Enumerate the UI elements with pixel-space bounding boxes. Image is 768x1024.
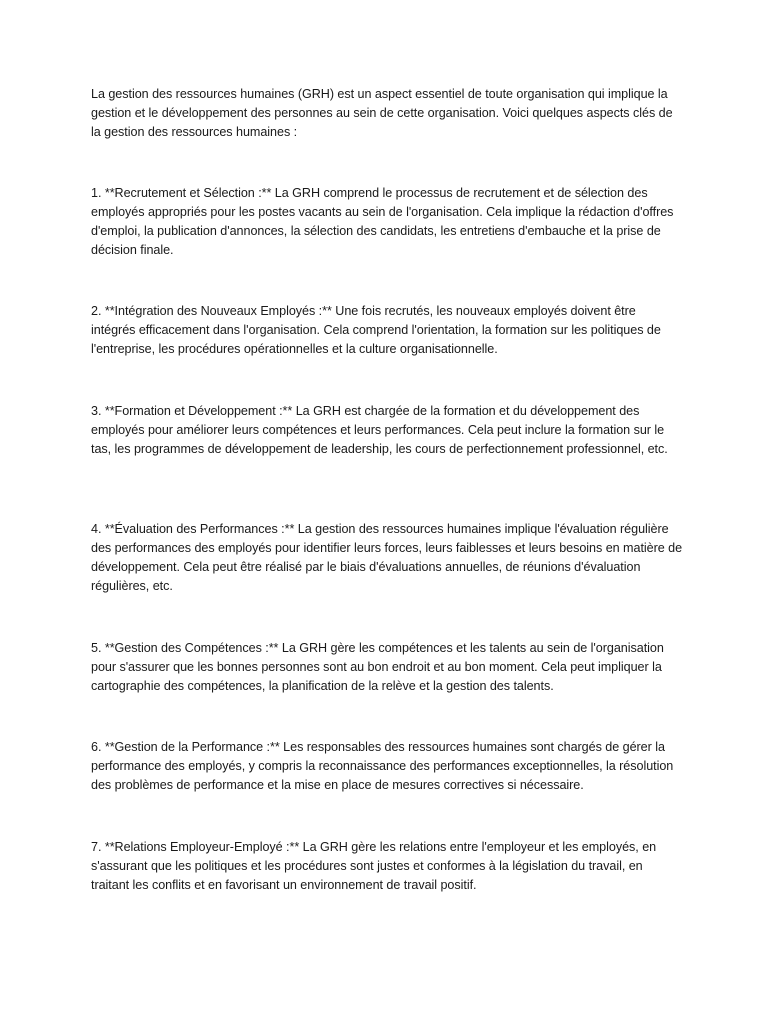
list-item-recrutement: 1. **Recrutement et Sélection :** La GRH comprend le processus de recrutement et de sélection des employés appropriés pour les postes vacants au sein de l'organisation. Cela implique la rédaction d'offres d'emploi, la publication d'annonces, la sélection des candidats, les entretiens d'embauche et la prise de décision finale.: [91, 186, 674, 257]
list-item-performance: 6. **Gestion de la Performance :** Les responsables des ressources humaines sont chargés de gérer la performance des employés, y compris la reconnaissance des performances exceptionnelles, la résolution des problèmes de performance et la mise en place de mesures correctives si nécessaire.: [91, 740, 674, 792]
list-item-relations: 7. **Relations Employeur-Employé :** La GRH gère les relations entre l'employeur et les employés, en s'assurant que les politiques et les procédures sont justes et conformes à la législation du travail, en traitant les conflits et en favorisant un environnement de travail positif.: [91, 840, 657, 892]
list-item-evaluation: 4. **Évaluation des Performances :** La gestion des ressources humaines implique l'évaluation régulière des performances des employés pour identifier leurs forces, leurs faiblesses et leurs besoins en matière de développement. Cela peut être réalisé par le biais d'évaluations annuelles, de réunions d'évaluation régulières, etc.: [91, 522, 683, 593]
list-item-competences: 5. **Gestion des Compétences :** La GRH gère les compétences et les talents au sein de l'organisation pour s'assurer que les bonnes personnes sont au bon endroit et au bon moment. Cela peut impliquer la cartographie des compétences, la planification de la relève et la gestion des talents.: [91, 641, 664, 693]
list-item-integration: 2. **Intégration des Nouveaux Employés :** Une fois recrutés, les nouveaux employés doivent être intégrés efficacement dans l'organisation. Cela comprend l'orientation, la formation sur les politiques de l'entreprise, les procédures opérationnelles et la culture organisationnelle.: [91, 304, 661, 356]
list-item-formation: 3. **Formation et Développement :** La GRH est chargée de la formation et du développement des employés pour améliorer leurs compétences et leurs performances. Cela peut inclure la formation sur le tas, les programmes de développement de leadership, les cours de perfectionnement professionnel, etc.: [91, 404, 668, 456]
intro-paragraph: La gestion des ressources humaines (GRH) est un aspect essentiel de toute organisation qui implique la gestion et le développement des personnes au sein de cette organisation. Voici quelques aspects clés de la gestion des ressources humaines :: [91, 87, 673, 139]
